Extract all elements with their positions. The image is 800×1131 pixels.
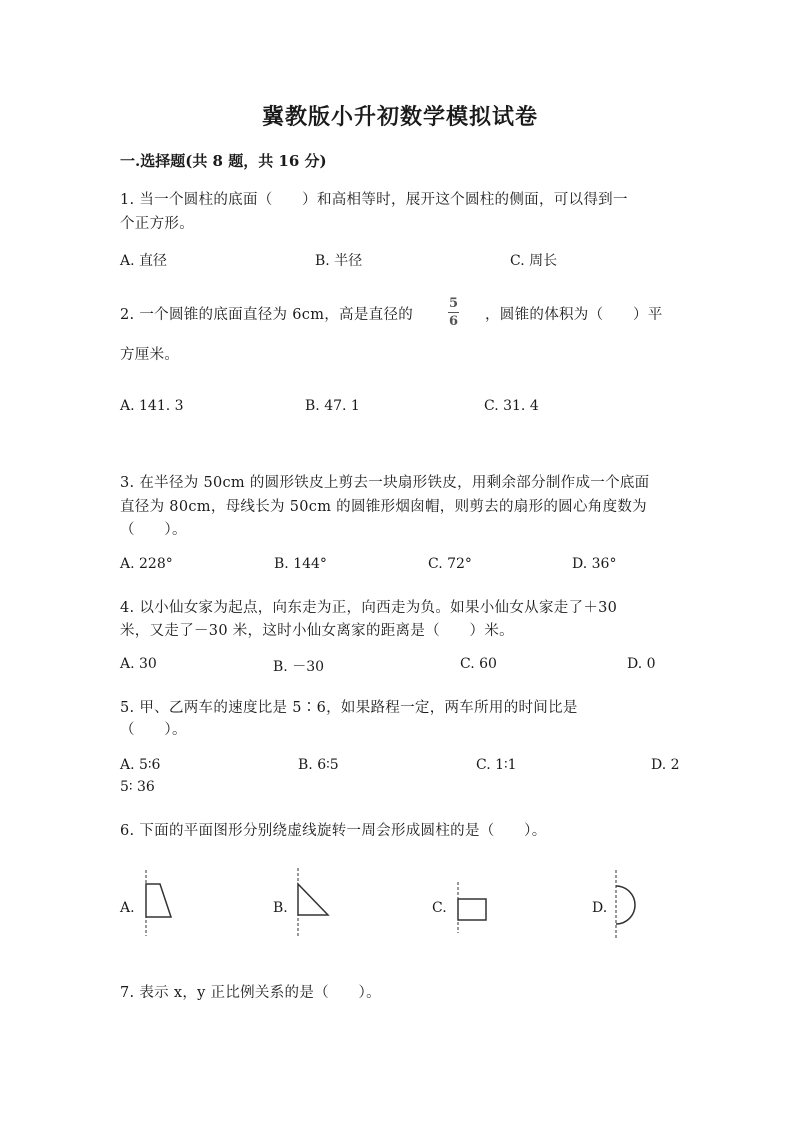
- question-4-line-1: 4. 以小仙女家为起点，向东走为正，向西走为负。如果小仙女从家走了＋30: [120, 600, 618, 616]
- question-5-option-c: C. 1∶1: [476, 757, 517, 773]
- question-6-option-d: D.: [592, 900, 608, 916]
- question-2-option-c: C. 31. 4: [484, 398, 539, 414]
- rectangle-figure: [450, 880, 495, 935]
- question-4-line-2: 米，又走了－30 米，这时小仙女离家的距离是（ ）米。: [120, 623, 514, 639]
- section-heading: 一.选择题(共 8 题，共 16 分): [120, 152, 327, 170]
- question-4-option-c: C. 60: [460, 656, 497, 672]
- question-5-option-wrap: 5∶ 36: [120, 779, 155, 795]
- question-3-line-1: 3. 在半径为 50cm 的圆形铁皮上剪去一块扇形铁皮，用剩余部分制作成一个底面: [120, 475, 650, 491]
- question-1-line-2: 个正方形。: [120, 216, 194, 232]
- page-title: 冀教版小升初数学模拟试卷: [261, 104, 538, 130]
- question-1-option-a: A. 直径: [120, 253, 168, 269]
- question-6-option-b: B.: [273, 900, 288, 916]
- question-2-text-after: ，圆锥的体积为（ ）平: [485, 307, 663, 323]
- question-3-option-c: C. 72°: [428, 556, 472, 572]
- question-5-line-1: 5. 甲、乙两车的速度比是 5∶6，如果路程一定，两车所用的时间比是: [120, 700, 578, 716]
- question-4-option-a: A. 30: [120, 656, 157, 672]
- question-6-option-a: A.: [120, 900, 135, 916]
- question-3-option-a: A. 228°: [120, 556, 173, 572]
- question-2-line-2: 方厘米。: [120, 347, 180, 363]
- question-5-option-b: B. 6∶5: [298, 757, 339, 773]
- question-5-option-d: D. 2: [651, 757, 680, 773]
- question-4-option-b: B. －30: [273, 659, 325, 675]
- question-2-option-b: B. 47. 1: [305, 398, 360, 414]
- fraction-numerator: 5: [448, 296, 459, 311]
- question-2-fraction: [448, 296, 459, 329]
- question-3-option-b: B. 144°: [274, 556, 327, 572]
- fraction-denominator: 6: [448, 314, 459, 329]
- question-1-option-c: C. 周长: [510, 253, 558, 269]
- question-7-line-1: 7. 表示 x，y 正比例关系的是（ ）。: [120, 985, 381, 1001]
- question-2-option-a: A. 141. 3: [120, 398, 184, 414]
- trapezoid-figure: [138, 868, 178, 938]
- question-3-option-d: D. 36°: [572, 556, 617, 572]
- question-1-line-1: 1. 当一个圆柱的底面（ ）和高相等时，展开这个圆柱的侧面，可以得到一: [120, 192, 628, 208]
- question-3-line-3: （ ）。: [120, 522, 187, 538]
- question-6-option-c: C.: [432, 900, 447, 916]
- semicircle-figure: [608, 868, 648, 940]
- triangle-figure: [290, 866, 335, 938]
- fraction-bar: [448, 312, 459, 313]
- question-1-option-b: B. 半径: [315, 253, 363, 269]
- question-5-line-2: （ ）。: [120, 722, 187, 738]
- question-4-option-d: D. 0: [627, 656, 656, 672]
- question-3-line-2: 直径为 80cm，母线长为 50cm 的圆锥形烟囱帽，则剪去的扇形的圆心角度数为: [120, 499, 647, 515]
- question-2-text-before: 2. 一个圆锥的底面直径为 6cm，高是直径的: [120, 307, 414, 323]
- question-5-option-a: A. 5∶6: [120, 757, 161, 773]
- question-6-line-1: 6. 下面的平面图形分别绕虚线旋转一周会形成圆柱的是（ ）。: [120, 823, 547, 839]
